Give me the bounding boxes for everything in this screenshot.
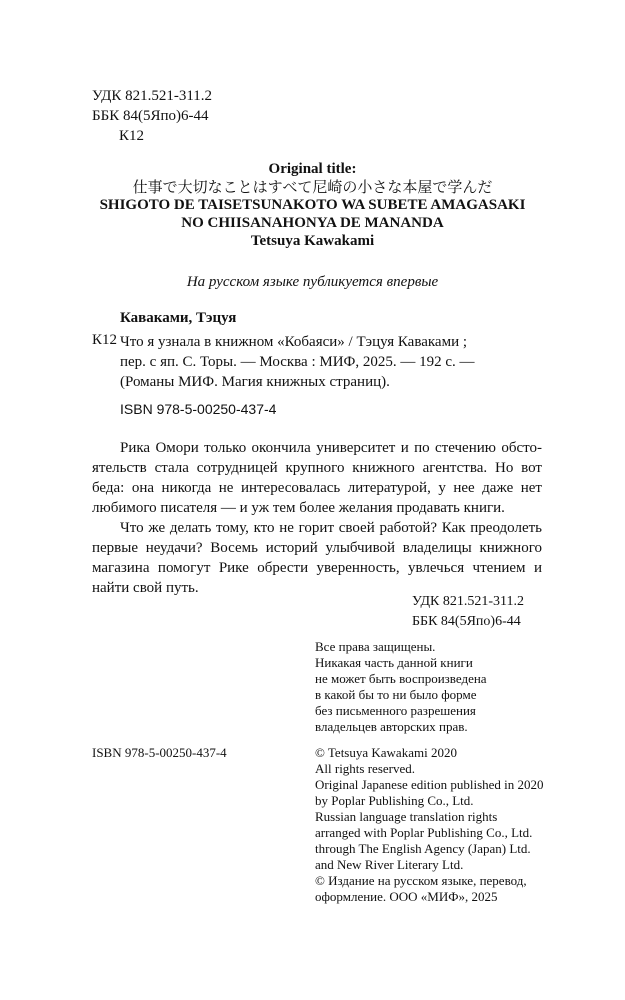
- rights-line: без письменного разрешения: [315, 703, 476, 718]
- author-mark: К12: [119, 128, 145, 144]
- original-title-romaji-1: SHIGOTO DE TAISETSUNAKOTO WA SUBETE AMAGASAKI: [99, 197, 526, 213]
- rights-notice: [315, 639, 487, 735]
- copyright-line: through The English Agency (Japan) Ltd.: [315, 841, 531, 856]
- udk-code-bottom: УДК 821.521-311.2: [412, 594, 525, 609]
- catalog-author: Каваками, Тэцуя: [120, 310, 237, 326]
- copyright-line: by Poplar Publishing Co., Ltd.: [315, 793, 474, 808]
- rights-line: владельцев авторских прав.: [315, 719, 468, 734]
- original-title-heading: Original title:: [268, 161, 357, 177]
- annotation: [92, 438, 542, 598]
- copyright-notice: [315, 745, 544, 905]
- original-title-japanese: 仕事で大切なことはすべて尼崎の小さな本屋で学んだ: [132, 178, 493, 196]
- original-title-block: [40, 160, 585, 250]
- copyright-line: оформление. ООО «МИФ», 2025: [315, 889, 498, 904]
- catalog-isbn: ISBN 978-5-00250-437-4: [120, 401, 277, 417]
- catalog-author-mark: К12: [92, 332, 118, 348]
- rights-line: в какой бы то ни было форме: [315, 687, 477, 702]
- isbn-bottom: ISBN 978-5-00250-437-4: [92, 745, 227, 760]
- copyright-line: Russian language translation rights: [315, 809, 498, 824]
- first-publication-note: На русском языке публикуется впервые: [186, 274, 439, 290]
- copyright-line: arranged with Poplar Publishing Co., Ltd.: [315, 825, 533, 840]
- rights-line: Все права защищены.: [315, 639, 436, 654]
- annotation-paragraph: Рика Омори только окончила университет и по стечению обсто-ятельств стала сотрудницей крупного книжного агентства. Но вот беда: она никогда не интересовалась литературой, у нее даже нет любимого писателя — и уж тем более желания продавать книги.: [92, 440, 542, 516]
- copyright-line: and New River Literary Ltd.: [315, 857, 464, 872]
- original-author: Tetsuya Kawakami: [250, 233, 375, 249]
- copyright-line: © Tetsuya Kawakami 2020: [315, 745, 457, 760]
- biblio-line: пер. с яп. С. Торы. — Москва : МИФ, 2025. — 192 с. —: [120, 354, 475, 370]
- bibliographic-description: [120, 332, 523, 392]
- original-title-romaji-2: NO CHIISANAHONYA DE MANANDA: [181, 215, 444, 231]
- rights-line: не может быть воспроизведена: [315, 671, 487, 686]
- classification-codes-bottom: [412, 592, 524, 632]
- udk-code: УДК 821.521-311.2: [92, 88, 213, 104]
- annotation-paragraph: Что же делать тому, кто не горит своей работой? Как преодолеть первые неудачи? Восемь историй улыбчивой владелицы книжного магазина помогут Рике обрести уверенность, увлечься чтением и найти свой путь.: [92, 520, 542, 596]
- classification-codes: [92, 86, 212, 146]
- bbk-code-bottom: ББК 84(5Япо)6-44: [412, 614, 521, 629]
- biblio-line: Что я узнала в книжном «Кобаяси» / Тэцуя Каваками ;: [120, 334, 468, 350]
- copyright-line: All rights reserved.: [315, 761, 416, 776]
- rights-line: Никакая часть данной книги: [315, 655, 473, 670]
- copyright-line: Original Japanese edition published in 2020: [315, 777, 544, 792]
- copyright-line: © Издание на русском языке, перевод,: [315, 873, 527, 888]
- biblio-line: (Романы МИФ. Магия книжных страниц).: [120, 374, 390, 390]
- bbk-code: ББК 84(5Япо)6-44: [92, 108, 209, 124]
